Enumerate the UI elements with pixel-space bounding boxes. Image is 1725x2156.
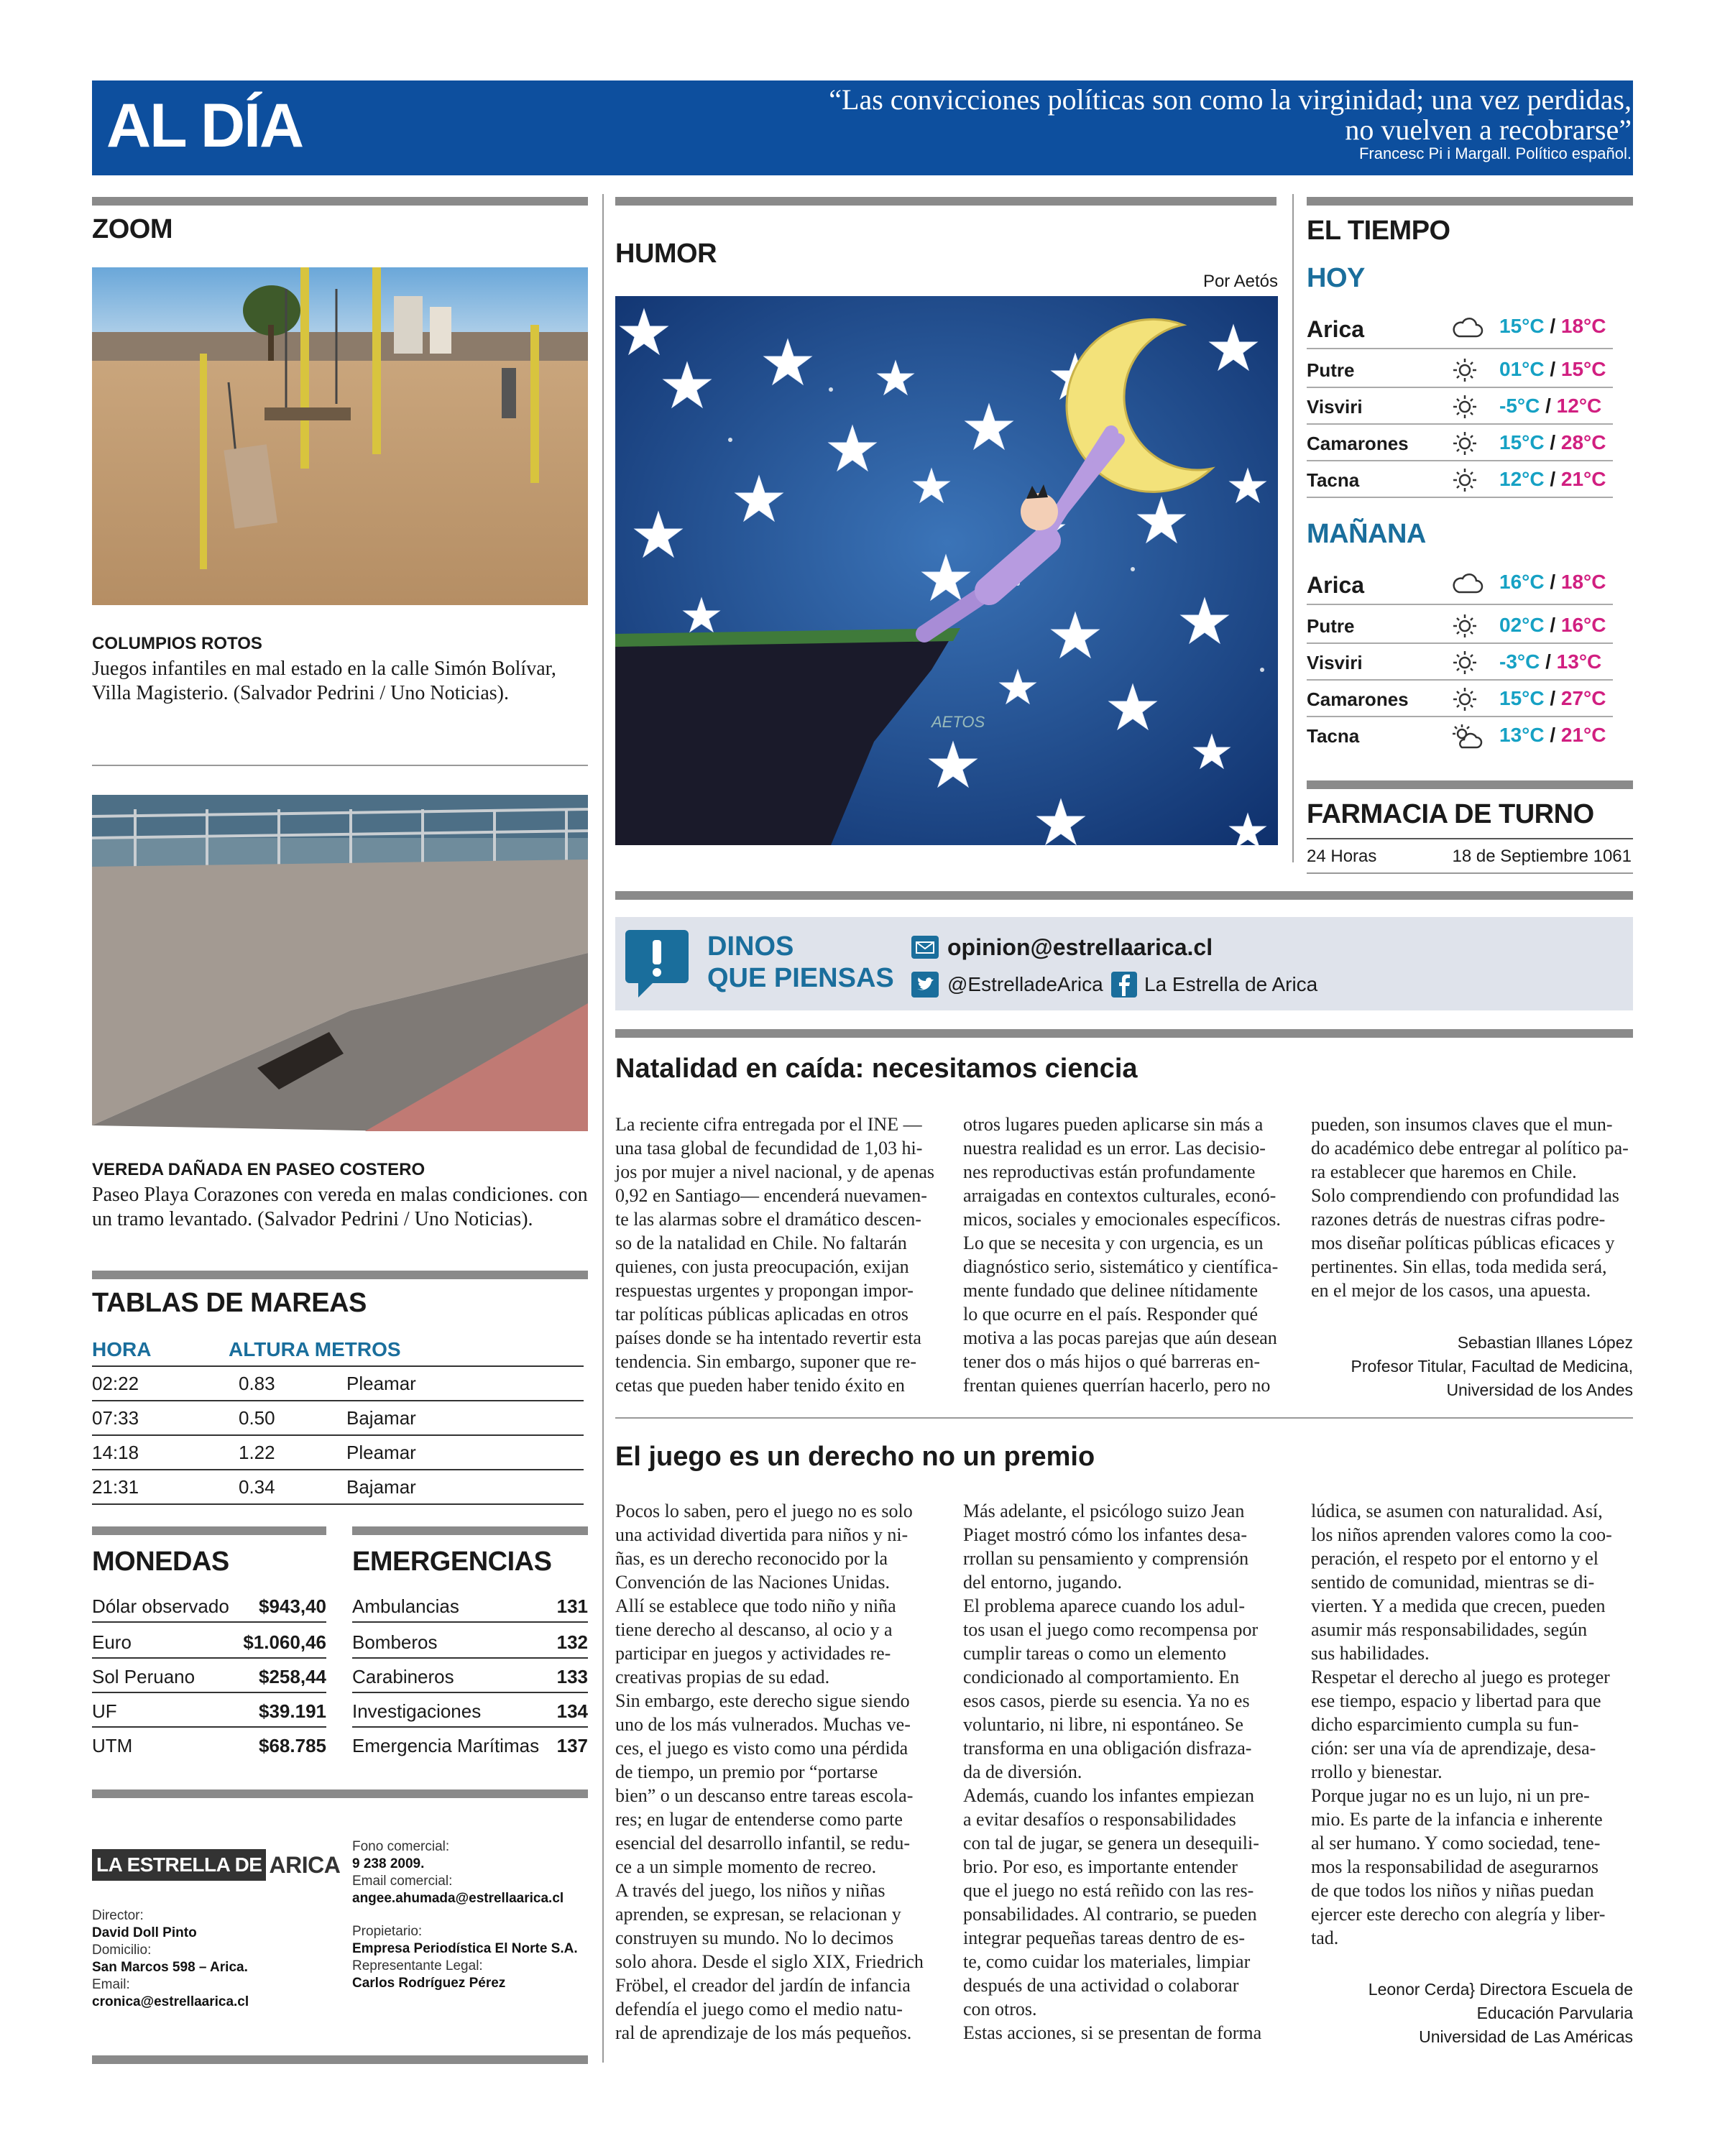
article1-column-2: otros lugares pueden aplicarse sin más a nuestra realidad es un error. Las decisio- nes reproductivas están profundamente arraigadas en contextos culturales, econó- micos, sociales y emocionales específicos. Lo que se necesita y con urgencia, es un diagnóstico serio, sistemático y científica- mente fundado que delinee nítidamente lo que ocurre en el país. Responder qué motiva a las pocas parejas que aún desean tener dos o más hijos o qué barreras en- frentan quienes querrían hacerlo, pero no [963, 1114, 1281, 1396]
temp-high: 21°C [1560, 724, 1606, 746]
contact-heading-2: QUE PIENSAS [707, 963, 894, 993]
tide-height: 1.22 [239, 1442, 275, 1463]
photo1-caption: Juegos infantiles en mal estado en la calle Simón Bolívar, Villa Magisterio. (Salvador Pedrini / Uno Noticias). [92, 658, 556, 704]
city-name: Visviri [1307, 652, 1363, 673]
temp-high: 21°C [1560, 468, 1606, 490]
email-label: Email: [92, 1977, 130, 1992]
masthead-bottom-rule [92, 2055, 588, 2064]
email-value[interactable]: cronica@estrellaarica.cl [92, 1994, 249, 2009]
temp-high: 18°C [1560, 571, 1606, 593]
currency-value: $1.060,46 [243, 1631, 326, 1653]
cartoon-signature: AETOS [932, 713, 985, 731]
weather-title: EL TIEMPO [1307, 216, 1450, 246]
section-title: AL DÍA [106, 91, 303, 160]
weather-row: Tacna 13°C / 21°C [1307, 718, 1613, 754]
sun-icon [1450, 687, 1479, 715]
tide-time: 02:22 [92, 1373, 139, 1394]
currencies-top-rule [92, 1526, 326, 1535]
emergency-name: Ambulancias [352, 1595, 459, 1617]
contact-top-rule [615, 891, 1633, 900]
city-name: Putre [1307, 359, 1355, 381]
tides-col-height: ALTURA METROS [229, 1338, 401, 1360]
mail-icon [911, 936, 939, 959]
city-name: Arica [1307, 572, 1365, 598]
table-row [92, 1401, 584, 1436]
twitter-icon [911, 972, 939, 998]
weather-row: Tacna 12°C / 21°C [1307, 462, 1613, 498]
zoom-title: ZOOM [92, 214, 172, 244]
currency-name: UF [92, 1700, 117, 1722]
address-value: San Marcos 598 – Arica. [92, 1960, 248, 1975]
zoom-photo-sidewalk [92, 795, 588, 1131]
table-row [92, 1367, 584, 1401]
address-label: Domicilio: [92, 1943, 152, 1958]
temp-low: 15°C [1499, 315, 1545, 337]
pharmacy-top-rule [1307, 780, 1633, 789]
emergency-name: Emergencia Marítimas [352, 1735, 540, 1756]
masthead-left [92, 1907, 336, 2011]
currencies-title: MONEDAS [92, 1547, 229, 1577]
table-row [92, 1470, 584, 1505]
currency-name: UTM [92, 1735, 133, 1756]
temp-high: 13°C [1556, 650, 1602, 673]
tide-height: 0.50 [239, 1407, 275, 1429]
article1-column-3: pueden, son insumos claves que el mun- do académico debe entregar al político pa- ra establecer que haremos en Chile. Solo comprendiendo con profundidad las razones detrás de nuestras cifras podre- mos diseñar políticas públicas eficaces y pertinentes. Sin ellas, toda medida será, en el mejor de los casos, una apuesta. [1311, 1114, 1629, 1301]
currency-value: $258,44 [259, 1666, 326, 1687]
pharmacy-bottom-rule [1307, 872, 1633, 874]
exclamation-icon [624, 927, 690, 1005]
tide-time: 07:33 [92, 1407, 139, 1429]
currency-row [92, 1624, 326, 1659]
photo2-caption-title: VEREDA DAÑADA EN PASEO COSTERO [92, 1160, 426, 1179]
twitter-handle-link[interactable]: @EstrelladeArica [947, 973, 1103, 995]
temp-low: 15°C [1499, 687, 1545, 709]
facebook-icon [1111, 972, 1137, 998]
pharmacy-hours: 24 Horas [1307, 847, 1377, 866]
article2-column-3: lúdica, se asumen con naturalidad. Así, los niños aprenden valores como la coo- peración, el respeto por el entorno y el sentido de comunidad, mientras se di- vierten. Y a medida que crecen, pueden asumir más responsabilidades, según sus habilidades. Respetar el derecho al juego es proteger ese tiempo, espacio y libertad para que dicho esparcimiento cumpla su fun- ción: ser una vía de aprendizaje, desa- rrollo y bienestar. Porque jugar no es un lujo, ni un pre- mio. Es parte de la infancia e inherente al ser humano. Y como sociedad, tene- mos la responsabilidad de asegurarnos de que todos los niños y niñas puedan ejercer este derecho con alegría y liber- tad. [1311, 1501, 1612, 1948]
facebook-page-link[interactable]: La Estrella de Arica [1144, 973, 1318, 995]
currency-name: Sol Peruano [92, 1666, 196, 1687]
header-quote: “Las convicciones políticas son como la virginidad; una vez perdidas, no vuelven a recobrarse” [829, 83, 1632, 146]
temp-high: 15°C [1560, 358, 1606, 380]
tide-type: Bajamar [346, 1407, 416, 1429]
article1-title: Natalidad en caída: necesitamos ciencia [615, 1054, 1138, 1084]
emergency-number: 133 [556, 1666, 588, 1687]
city-name: Camarones [1307, 688, 1409, 710]
cloud-icon [1450, 571, 1484, 599]
photo1-caption-title: COLUMPIOS ROTOS [92, 634, 262, 653]
emergencies-title: EMERGENCIAS [352, 1547, 552, 1577]
logo-city: ARICA [269, 1851, 341, 1878]
table-row [92, 1436, 584, 1470]
article2-column-1: Pocos lo saben, pero el juego no es solo una actividad divertida para niños y ni- ñas, es un derecho reconocido por la Convención de las Naciones Unidas. Allí se establece que todo niño y niña tiene derecho al descanso, al ocio y a participar en juegos y actividades re- creativas propias de su edad. Sin embargo, este derecho sigue siendo uno de los más vulnerados. Muchas ve- ces, el juego es visto como una pérdida de tiempo, un premio por “portarse bien” o un descanso entre tareas escola- res; en lugar de entenderse como parte esencial del desarrollo infantil, se redu- ce a un simple momento de recreo. A través del juego, los niños y niñas aprenden, se expresan, se relacionan y construyen su mundo. No lo decimos solo ahora. Desde el siglo XIX, Friedrich Fröbel, el creador del jardín de infancia defendía el juego como el medio natu- ral de aprendizaje de los más pequeños. [615, 1501, 924, 2043]
article2-signature: Leonor Cerda} Directora Escuela de Educación Parvularia Universidad de Las Américas [1368, 1980, 1633, 2046]
temp-low: 02°C [1499, 614, 1545, 636]
currency-value: $39.191 [259, 1700, 326, 1722]
tide-height: 0.83 [239, 1373, 275, 1394]
emergency-row [352, 1624, 588, 1659]
director-name: David Doll Pinto [92, 1925, 197, 1940]
currency-row [92, 1588, 326, 1623]
emergency-row [352, 1728, 588, 1762]
currency-row [92, 1693, 326, 1728]
column-divider [602, 194, 604, 2063]
tides-col-hour: HORA [92, 1338, 152, 1360]
weather-row: Camarones 15°C / 28°C [1307, 425, 1613, 461]
article1-top-rule [615, 1029, 1633, 1038]
phone-value: 9 238 2009. [352, 1856, 425, 1871]
currency-value: $68.785 [259, 1735, 326, 1756]
emergency-number: 134 [556, 1700, 588, 1722]
contact-email-link[interactable]: opinion@estrellaarica.cl [947, 934, 1213, 960]
contact-heading-1: DINOS [707, 931, 794, 962]
currency-value: $943,40 [259, 1595, 326, 1617]
pharmacy-rule [1307, 838, 1633, 839]
weather-row: Visviri -5°C / 12°C [1307, 389, 1613, 425]
column-divider [1292, 194, 1294, 862]
director-label: Director: [92, 1908, 144, 1923]
cloud-icon [1450, 315, 1484, 343]
tides-top-rule [92, 1271, 588, 1279]
sun-icon [1450, 468, 1479, 496]
comm-email-value[interactable]: angee.ahumada@estrellaarica.cl [352, 1891, 564, 1906]
emergency-row [352, 1659, 588, 1693]
photo2-caption: Paseo Playa Corazones con vereda en malas condiciones. con un tramo levantado. (Salvador Pedrini / Uno Noticias). [92, 1184, 588, 1230]
legal-label: Representante Legal: [352, 1958, 483, 1973]
city-name: Arica [1307, 316, 1365, 342]
city-name: Visviri [1307, 396, 1363, 418]
sun-icon [1450, 614, 1479, 642]
weather-top-rule [1307, 197, 1633, 206]
temp-low: -5°C [1499, 395, 1540, 417]
sun-icon [1450, 650, 1479, 678]
city-name: Tacna [1307, 469, 1360, 491]
temp-low: 13°C [1499, 724, 1545, 746]
humor-credit: Por Aetós [1202, 272, 1278, 291]
masthead-top-rule [92, 1789, 588, 1798]
temp-high: 18°C [1560, 315, 1606, 337]
emergency-number: 132 [556, 1631, 588, 1653]
weather-row: Camarones 15°C / 27°C [1307, 681, 1613, 717]
pharmacy-title: FARMACIA DE TURNO [1307, 799, 1594, 829]
currency-row [92, 1659, 326, 1693]
weather-today-label: HOY [1307, 263, 1365, 293]
sun-icon [1450, 431, 1479, 459]
tides-title: TABLAS DE MAREAS [92, 1288, 367, 1318]
emergency-name: Bomberos [352, 1631, 438, 1653]
emergency-row [352, 1693, 588, 1728]
phone-label: Fono comercial: [352, 1839, 450, 1854]
emergency-number: 137 [556, 1735, 588, 1756]
temp-high: 16°C [1560, 614, 1606, 636]
masthead-right [352, 1838, 589, 1992]
temp-high: 12°C [1556, 395, 1602, 417]
weather-row: Putre 01°C / 15°C [1307, 352, 1613, 388]
zoom-top-rule [92, 197, 588, 206]
legal-value: Carlos Rodríguez Pérez [352, 1976, 506, 1991]
comm-email-label: Email comercial: [352, 1874, 453, 1889]
currency-row [92, 1728, 326, 1762]
currency-name: Dólar observado [92, 1595, 229, 1617]
article1-signature: Sebastian Illanes López Profesor Titular, Facultad de Medicina, Universidad de los Andes [1351, 1333, 1633, 1399]
tide-time: 14:18 [92, 1442, 139, 1463]
city-name: Camarones [1307, 433, 1409, 454]
sun-icon [1450, 395, 1479, 423]
temp-high: 28°C [1560, 431, 1606, 453]
owner-label: Propietario: [352, 1924, 423, 1939]
weather-row: Putre 02°C / 16°C [1307, 608, 1613, 644]
temp-low: 12°C [1499, 468, 1545, 490]
partly-cloudy-icon [1450, 724, 1484, 753]
article2-top-rule [615, 1417, 1633, 1419]
owner-value: Empresa Periodística El Norte S.A. [352, 1941, 578, 1956]
weather-row: Arica 16°C / 18°C [1307, 565, 1613, 605]
temp-low: -3°C [1499, 650, 1540, 673]
tide-type: Pleamar [346, 1442, 416, 1463]
emergency-number: 131 [556, 1595, 588, 1617]
article2-title: El juego es un derecho no un premio [615, 1442, 1095, 1472]
sun-icon [1450, 358, 1479, 386]
weather-tomorrow-label: MAÑANA [1307, 519, 1426, 549]
temp-low: 16°C [1499, 571, 1545, 593]
emergency-row [352, 1588, 588, 1623]
city-name: Putre [1307, 615, 1355, 637]
temp-high: 27°C [1560, 687, 1606, 709]
tide-height: 0.34 [239, 1476, 275, 1498]
tide-type: Pleamar [346, 1373, 416, 1394]
emergencies-top-rule [352, 1526, 588, 1535]
emergency-name: Investigaciones [352, 1700, 482, 1722]
weather-row: Arica 15°C / 18°C [1307, 309, 1613, 349]
header-quote-author: Francesc Pi i Margall. Político español. [1358, 144, 1632, 162]
zoom-divider [92, 765, 588, 766]
humor-title: HUMOR [615, 239, 717, 269]
currency-name: Euro [92, 1631, 132, 1653]
city-name: Tacna [1307, 725, 1360, 747]
pharmacy-address: 18 de Septiembre 1061 [1452, 847, 1632, 866]
humor-top-rule [615, 197, 1276, 206]
article1-column-1: La reciente cifra entregada por el INE — una tasa global de fecundidad de 1,03 hi- jos por mujer a nivel nacional, y de apenas 0,92 en Santiago— encenderá nuevamen- te las alarmas sobre el dramático descen- so de la natalidad en Chile. No faltarán quienes, con justa preocupación, exijan respuestas urgentes y propongan impor- tar políticas públicas aplicadas en otros países donde se ha intentado revertir esta tendencia. Sin embargo, suponer que re- cetas que pueden haber tenido éxito en [615, 1114, 935, 1396]
zoom-photo-swings [92, 267, 588, 605]
weather-row: Visviri -3°C / 13°C [1307, 645, 1613, 681]
newspaper-logo [92, 1848, 340, 1881]
tide-type: Bajamar [346, 1476, 416, 1498]
emergency-name: Carabineros [352, 1666, 454, 1687]
article2-column-2: Más adelante, el psicólogo suizo Jean Piaget mostró cómo los infantes desa- rrollan su pensamiento y comprensión del entorno, jugando. El problema aparece cuando los adul- tos usan el juego como recompensa por cumplir tareas o como un elemento condicionado al comportamiento. En esos casos, pierde su esencia. Ya no es voluntario, ni libre, ni espontáneo. Se transforma en una obligación disfraza- da de diversión. Además, cuando los infantes empiezan a evitar desafíos o responsabilidades con tal de jugar, se genera un desequili- brio. Por eso, es importante entender que el juego no está reñido con las res- ponsabilidades. Al contrario, se pueden integrar pequeñas tareas dentro de es- te, como cuidar los materiales, limpiar después de una actividad o colaborar con otros. Estas acciones, si se presentan de forma [963, 1501, 1262, 2043]
logo-text: LA ESTRELLA DE [92, 1849, 266, 1881]
temp-low: 15°C [1499, 431, 1545, 453]
humor-cartoon [615, 296, 1278, 845]
tide-time: 21:31 [92, 1476, 139, 1498]
temp-low: 01°C [1499, 358, 1545, 380]
